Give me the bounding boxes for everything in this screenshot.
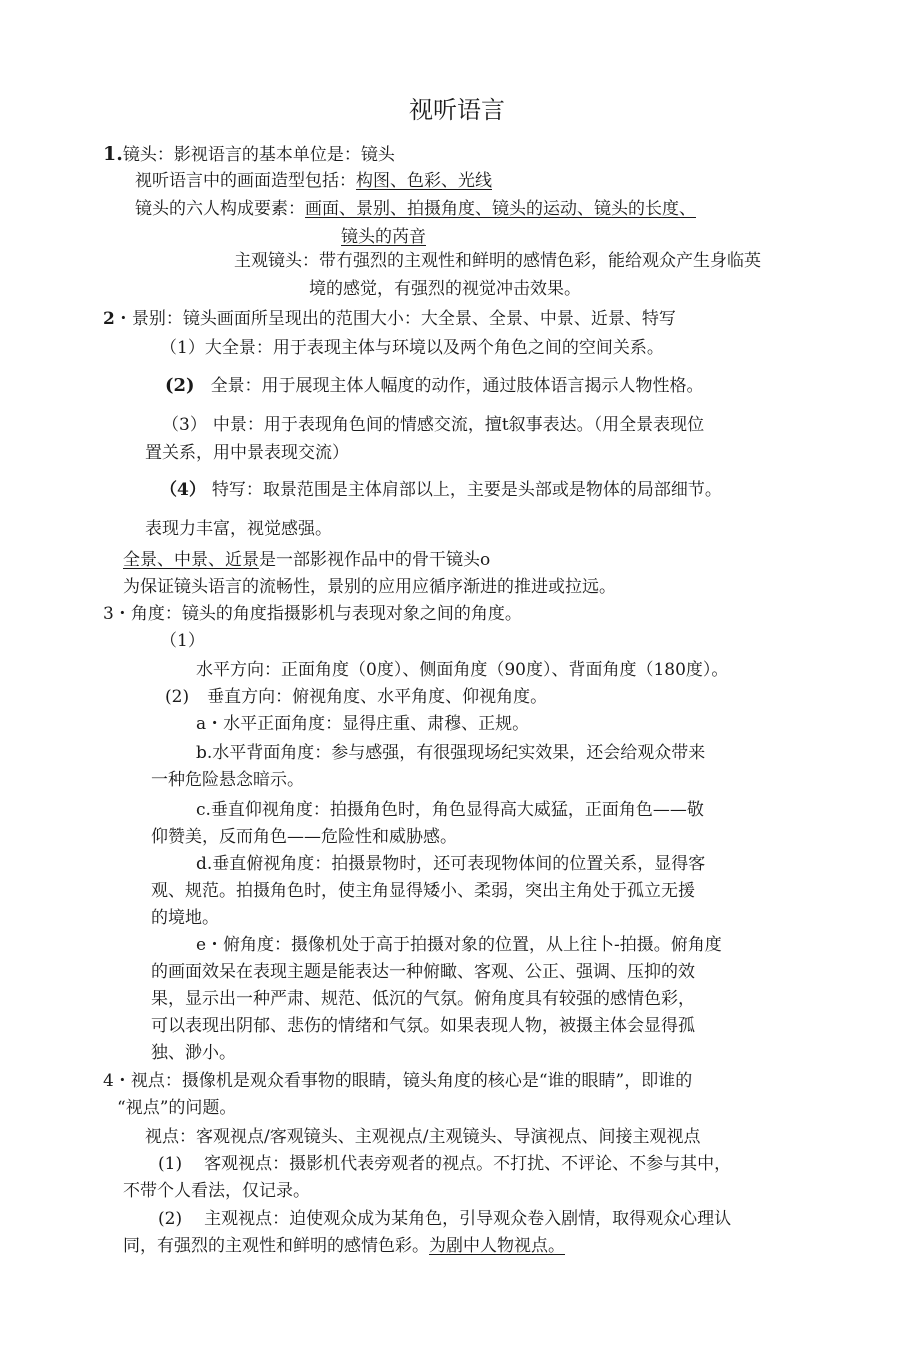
item-number: （3） (162, 415, 207, 435)
backbone-shots-list: 全景、中景、近景 (123, 550, 259, 570)
angle-sub-e-cont-4: 独、渺小。 (151, 1043, 236, 1063)
section-4-heading-cont: “视点”的问题。 (117, 1098, 237, 1118)
section-2-text: ・景别：镜头画面所呈现出的范围大小：大全景、全景、中景、近景、特写 (114, 309, 676, 329)
visual-elements-line (135, 170, 492, 192)
angle-sub-e-cont-3: 可以表现出阴郁、悲伤的情绪和气氛。如果表现人物，被摄主体会显得孤 (151, 1016, 695, 1036)
shot-elements-line (135, 198, 696, 220)
item-number: (1) (158, 1154, 183, 1174)
angle-sub-e-cont-1: 的画面效呆在表现主题是能表达一种俯瞰、客观、公正、强调、压抑的效 (151, 962, 695, 982)
viewpoint-item-1-cont: 不带个人看法，仅记录。 (123, 1181, 310, 1201)
section-4-heading: 4・视点：摄像机是观众看事物的眼睛，镜头角度的核心是“谁的眼睛”，即谁的 (103, 1071, 693, 1091)
page-title: 视听语言 (409, 96, 505, 124)
item-number: （4） (160, 480, 206, 500)
angle-sub-d: d.垂直俯视角度：拍摄景物时，还可表现物体间的位置关系，显得客 (196, 854, 706, 874)
angle-sub-b-cont: 一种危险悬念暗示。 (151, 770, 304, 790)
angle-sub-a: a・水平正面角度：显得庄重、肃穆、正规。 (196, 714, 530, 734)
shot-elements-list: 画面、景别、拍摄角度、镜头的运动、镜头的长度、 (305, 199, 696, 219)
angle-item-1-number: （1） (160, 631, 205, 651)
visual-elements-list: 构图、色彩、光线 (356, 171, 492, 191)
viewpoint-types-line: 视点：客观视点/客观镜头、主观视点/主观镜头、导演视点、间接主观视点 (145, 1127, 701, 1147)
angle-item-2 (165, 686, 547, 708)
viewpoint-item-2 (158, 1208, 731, 1230)
shot-size-item-1 (160, 337, 664, 359)
expressive-line: 表现力丰富，视觉感强。 (145, 519, 332, 539)
subjective-shot-line-cont: 境的感觉，有强烈的视觉冲击效果。 (309, 279, 581, 299)
item-text: 特写：取景范围是主体肩部以上，主要是头部或是物体的局部细节。 (211, 480, 722, 500)
item-number: （1） (160, 338, 205, 358)
section-3-heading: 3・角度：镜头的角度指摄影机与表现对象之间的角度。 (103, 604, 522, 624)
fluency-line: 为保证镜头语言的流畅性，景别的应用应循序渐进的推进或拉远。 (123, 577, 616, 597)
backbone-shots-text: 是一部影视作品中的骨干镜头o (259, 550, 491, 570)
angle-sub-c-cont: 仰赞美，反而角色——危险性和威胁感。 (151, 827, 457, 847)
item-text: 垂直方向：俯视角度、水平角度、仰视角度。 (207, 687, 548, 707)
item-text: 同，有强烈的主观性和鲜明的感情色彩。 (123, 1236, 429, 1256)
section-1-heading (103, 143, 395, 166)
angle-sub-d-cont-1: 观、规范。拍摄角色时，使主角显得矮小、柔弱，突出主角处于孤立无援 (151, 881, 695, 901)
shot-size-item-2 (165, 375, 704, 397)
item-number: (2) (165, 687, 190, 707)
angle-sub-b: b.水平背面角度：参与感强，有很强现场纪实效果，还会给观众带来 (196, 743, 706, 763)
shot-size-item-3-cont: 置关系，用中景表现交流） (145, 443, 349, 463)
item-number: (2) (165, 375, 195, 396)
section-2-heading (103, 308, 676, 330)
backbone-shots-line (123, 549, 490, 571)
section-2-number: 2 (103, 309, 115, 329)
shot-elements-list-cont: 镜头的芮音 (341, 227, 426, 247)
viewpoint-item-1 (158, 1153, 731, 1175)
angle-item-1: 水平方向：正面角度（0度）、侧面角度（90度）、背面角度（180度）。 (196, 660, 729, 680)
angle-sub-e-cont-2: 果，显示出一种严肃、规范、低沉的气氛。俯角度具有较强的感情色彩， (151, 989, 695, 1009)
item-text: 中景：用于表现角色间的情感交流，擅t叙事表达。（用全景表现位 (212, 415, 705, 435)
section-1-text: 镜头：影视语言的基本单位是：镜头 (122, 145, 395, 165)
subjective-shot-line: 主观镜头：带冇强烈的主观性和鲜明的感情色彩，能给观众产生身临英 (234, 251, 761, 271)
shot-elements-label: 镜头的六人构成要素： (135, 199, 305, 219)
viewpoint-item-2-cont (123, 1235, 565, 1257)
shot-size-item-3 (162, 414, 704, 436)
item-text: 主观视点：迫使观众成为某角色，引导观众卷入剧情，取得观众心理认 (204, 1209, 732, 1229)
section-1-number: 1. (103, 143, 123, 165)
angle-sub-d-cont-2: 的境地。 (151, 908, 219, 928)
visual-elements-label: 视听语言中的画面造型包括： (135, 171, 356, 191)
angle-sub-e: e・俯角度：摄像机处于高于拍摄对象的位置，从上往卜-拍摄。俯角度 (196, 935, 722, 955)
item-number: (2) (158, 1209, 183, 1229)
item-text: 客观视点：摄影机代表旁观者的视点。不打扰、不评论、不参与其中， (204, 1154, 732, 1174)
character-viewpoint-note: 为剧中人物视点。 (429, 1236, 565, 1256)
shot-size-item-4 (160, 479, 722, 501)
item-text: 大全景：用于表现主体与环境以及两个角色之间的空间关系。 (204, 338, 664, 358)
item-text: 全景：用于展现主体人幅度的动作，通过肢体语言揭示人物性格。 (210, 376, 704, 396)
angle-sub-c: c.垂直仰视角度：拍摄角色时，角色显得高大威猛，正面角色——敬 (196, 800, 704, 820)
